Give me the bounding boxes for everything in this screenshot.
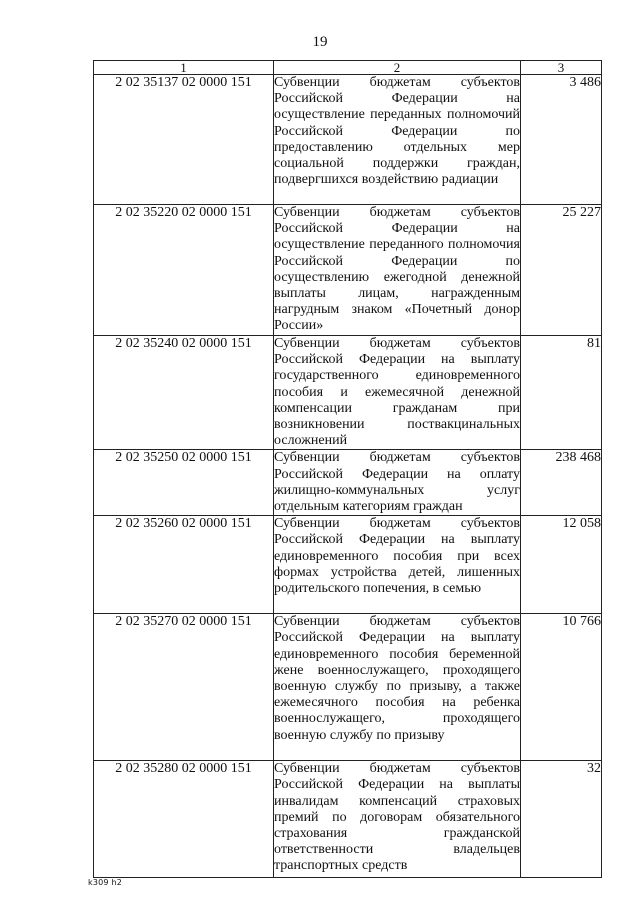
table-row [94, 614, 602, 761]
table-row [94, 450, 602, 516]
amount-cell: 10 766 [521, 614, 602, 761]
budget-code-cell: 2 02 35220 02 0000 151 [94, 205, 274, 336]
description-cell: Субвенции бюджетам субъектов Российской Федерации на выплаты инвалидам компенсаций страховых премий по договорам обязательного страхования гражданской ответственности владельцев транспортных средств [274, 761, 521, 878]
amount-cell: 238 468 [521, 450, 602, 516]
description-cell: Субвенции бюджетам субъектов Российской Федерации на оплату жилищно-коммунальных услуг отдельным категориям граждан [274, 450, 520, 515]
budget-code-cell: 2 02 35137 02 0000 151 [94, 75, 274, 205]
table-header-row [94, 61, 602, 75]
amount-cell: 3 486 [521, 75, 602, 205]
amount-cell: 25 227 [521, 205, 602, 336]
amount-cell: 12 058 [521, 516, 602, 614]
amount-cell: 81 [521, 336, 602, 450]
document-footer-code: k309 h2 [88, 878, 123, 887]
amount-cell: 32 [521, 761, 602, 878]
description-cell: Субвенции бюджетам субъектов Российской Федерации на выплату единовременного пособия беременной жене военнослужащего, проходящего военную службу по призыву, а также ежемесячного пособия на ребенка военнослужащего, проходящего военную службу по призыву [274, 614, 521, 761]
description-cell: Субвенции бюджетам субъектов Российской Федерации на выплату государственного единовременного пособия и ежемесячной денежной компенсации гражданам при возникновении поствакцинальных осложнений [274, 336, 520, 449]
column-header: 1 [94, 61, 274, 75]
table-row [94, 516, 602, 614]
page-number: 19 [312, 34, 328, 50]
column-header: 3 [521, 61, 602, 75]
table-row [94, 336, 602, 450]
table-row [94, 205, 602, 336]
description-cell: Субвенции бюджетам субъектов Российской Федерации на осуществление переданных полномочий Российской Федерации по предоставлению отдельных мер социальной поддержки граждан, подвергшихся воздействию радиации [274, 75, 521, 205]
table-row [94, 761, 602, 878]
table-row [94, 75, 602, 205]
description-cell: Субвенции бюджетам субъектов Российской Федерации на осуществление переданного полномочия Российской Федерации по осуществлению ежегодной денежной выплаты лицам, награжденным нагрудным знаком «Почетный донор России» [274, 205, 521, 336]
budget-code-cell: 2 02 35260 02 0000 151 [94, 516, 274, 614]
budget-code-cell: 2 02 35270 02 0000 151 [94, 614, 274, 761]
column-header: 2 [274, 61, 521, 75]
budget-code-cell: 2 02 35280 02 0000 151 [94, 761, 274, 878]
budget-table [93, 60, 602, 878]
budget-code-cell: 2 02 35240 02 0000 151 [94, 336, 274, 450]
budget-code-cell: 2 02 35250 02 0000 151 [94, 450, 274, 516]
description-cell: Субвенции бюджетам субъектов Российской Федерации на выплату единовременного пособия при всех формах устройства детей, лишенных родительского попечения, в семью [274, 516, 521, 614]
